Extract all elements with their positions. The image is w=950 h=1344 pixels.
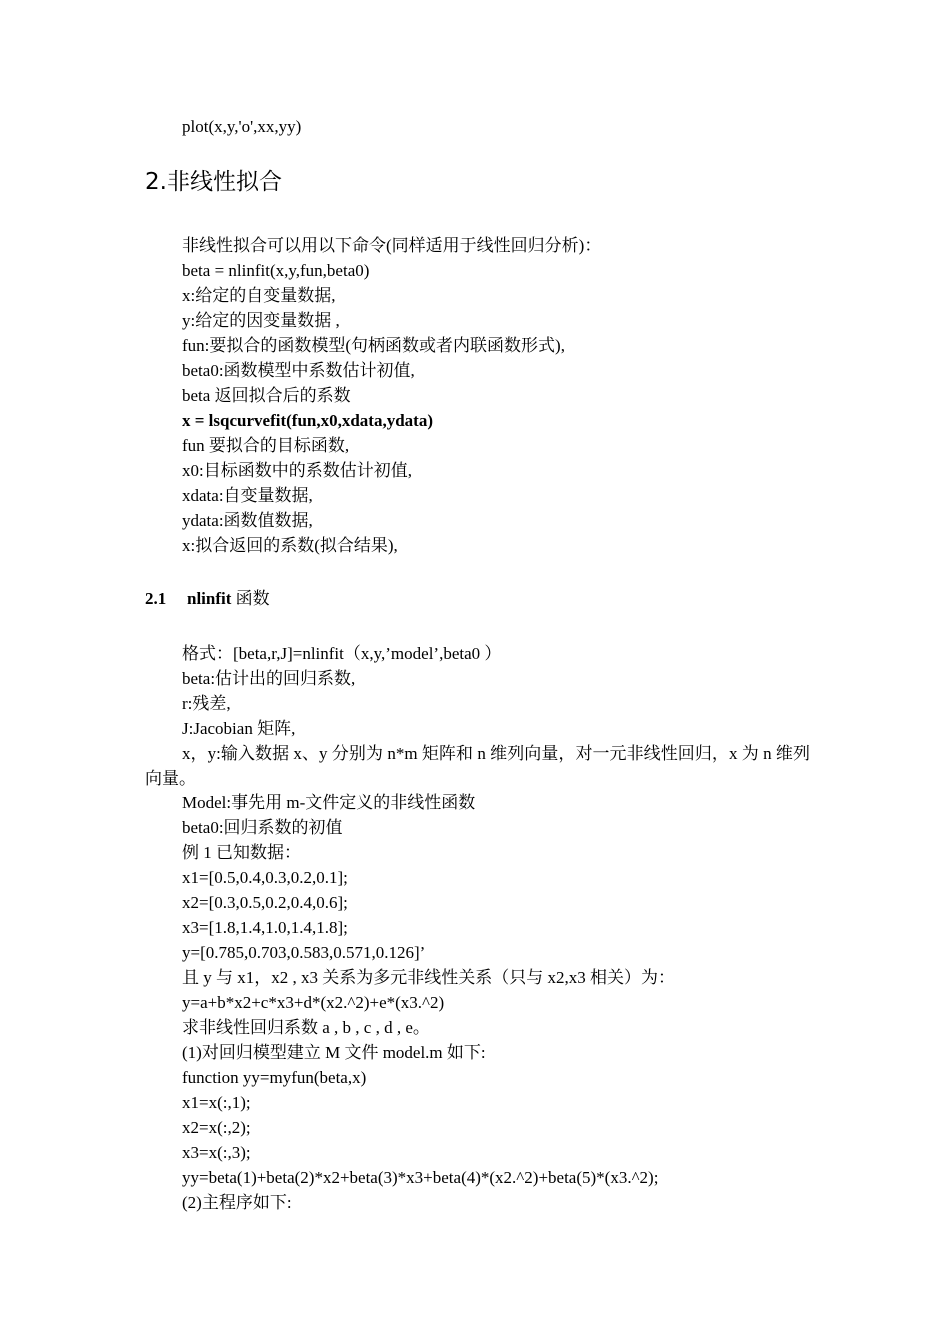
text-line: J:Jacobian 矩阵, bbox=[182, 719, 296, 738]
wrapped-paragraph: x，y:输入数据 x、y 分别为 n*m 矩阵和 n 维列向量，对一元非线性回归，x 为 n 维列向量。 bbox=[145, 744, 810, 788]
text-line: x0:目标函数中的系数估计初值, bbox=[182, 461, 412, 480]
code-line-lsqcurvefit: x = lsqcurvefit(fun,x0,xdata,ydata) bbox=[182, 411, 433, 430]
code-line: beta = nlinfit(x,y,fun,beta0) bbox=[182, 261, 370, 280]
section-heading-nonlinear-fit: 2.非线性拟合 bbox=[145, 169, 282, 195]
code-line: x2=[0.3,0.5,0.2,0.4,0.6]; bbox=[182, 893, 348, 912]
code-line: y=a+b*x2+c*x3+d*(x2.^2)+e*(x3.^2) bbox=[182, 993, 445, 1012]
code-line: x3=[1.8,1.4,1.0,1.4,1.8]; bbox=[182, 918, 348, 937]
subsection-heading-nlinfit bbox=[145, 587, 270, 611]
text-line: 求非线性回归系数 a , b , c , d , e。 bbox=[182, 1018, 430, 1037]
text-line: fun:要拟合的函数模型(句柄函数或者内联函数形式), bbox=[182, 336, 565, 355]
code-line-plot: plot(x,y,'o',xx,yy) bbox=[182, 117, 302, 136]
code-line: x1=x(:,1); bbox=[182, 1093, 251, 1112]
subsection-keyword: nlinfit bbox=[187, 589, 232, 608]
text-line: Model:事先用 m-文件定义的非线性函数 bbox=[182, 793, 476, 812]
text-line: beta 返回拟合后的系数 bbox=[182, 386, 351, 405]
text-line: ydata:函数值数据, bbox=[182, 511, 313, 530]
text-line: xdata:自变量数据, bbox=[182, 486, 313, 505]
text-line: beta0:函数模型中系数估计初值, bbox=[182, 361, 415, 380]
code-line: function yy=myfun(beta,x) bbox=[182, 1068, 367, 1087]
text-line: (1)对回归模型建立 M 文件 model.m 如下: bbox=[182, 1043, 486, 1062]
code-line: x2=x(:,2); bbox=[182, 1118, 251, 1137]
text-line: x:给定的自变量数据, bbox=[182, 286, 336, 305]
text-line-example: 例 1 已知数据： bbox=[182, 843, 301, 862]
code-line: x3=x(:,3); bbox=[182, 1143, 251, 1162]
subsection-number: 2.1 bbox=[145, 589, 167, 608]
text-line: beta0:回归系数的初值 bbox=[182, 818, 343, 837]
code-line: yy=beta(1)+beta(2)*x2+beta(3)*x3+beta(4)*(x2.^2)+beta(5)*(x3.^2); bbox=[182, 1168, 659, 1187]
subsection-suffix: 函数 bbox=[231, 589, 270, 608]
text-line: y:给定的因变量数据 , bbox=[182, 311, 340, 330]
text-line: (2)主程序如下: bbox=[182, 1193, 292, 1212]
text-line: r:残差, bbox=[182, 694, 231, 713]
text-line: beta:估计出的回归系数, bbox=[182, 669, 356, 688]
code-line: x1=[0.5,0.4,0.3,0.2,0.1]; bbox=[182, 868, 348, 887]
text-line: 非线性拟合可以用以下命令(同样适用于线性回归分析)： bbox=[182, 236, 602, 255]
text-line-format: 格式：[beta,r,J]=nlinfit（x,y,’model’,beta0 ） bbox=[182, 644, 502, 663]
code-line: y=[0.785,0.703,0.583,0.571,0.126]’ bbox=[182, 943, 426, 962]
text-line: 且 y 与 x1，x2 , x3 关系为多元非线性关系（只与 x2,x3 相关）为： bbox=[182, 968, 675, 987]
text-line: fun 要拟合的目标函数, bbox=[182, 436, 350, 455]
text-line: x:拟合返回的系数(拟合结果), bbox=[182, 536, 398, 555]
